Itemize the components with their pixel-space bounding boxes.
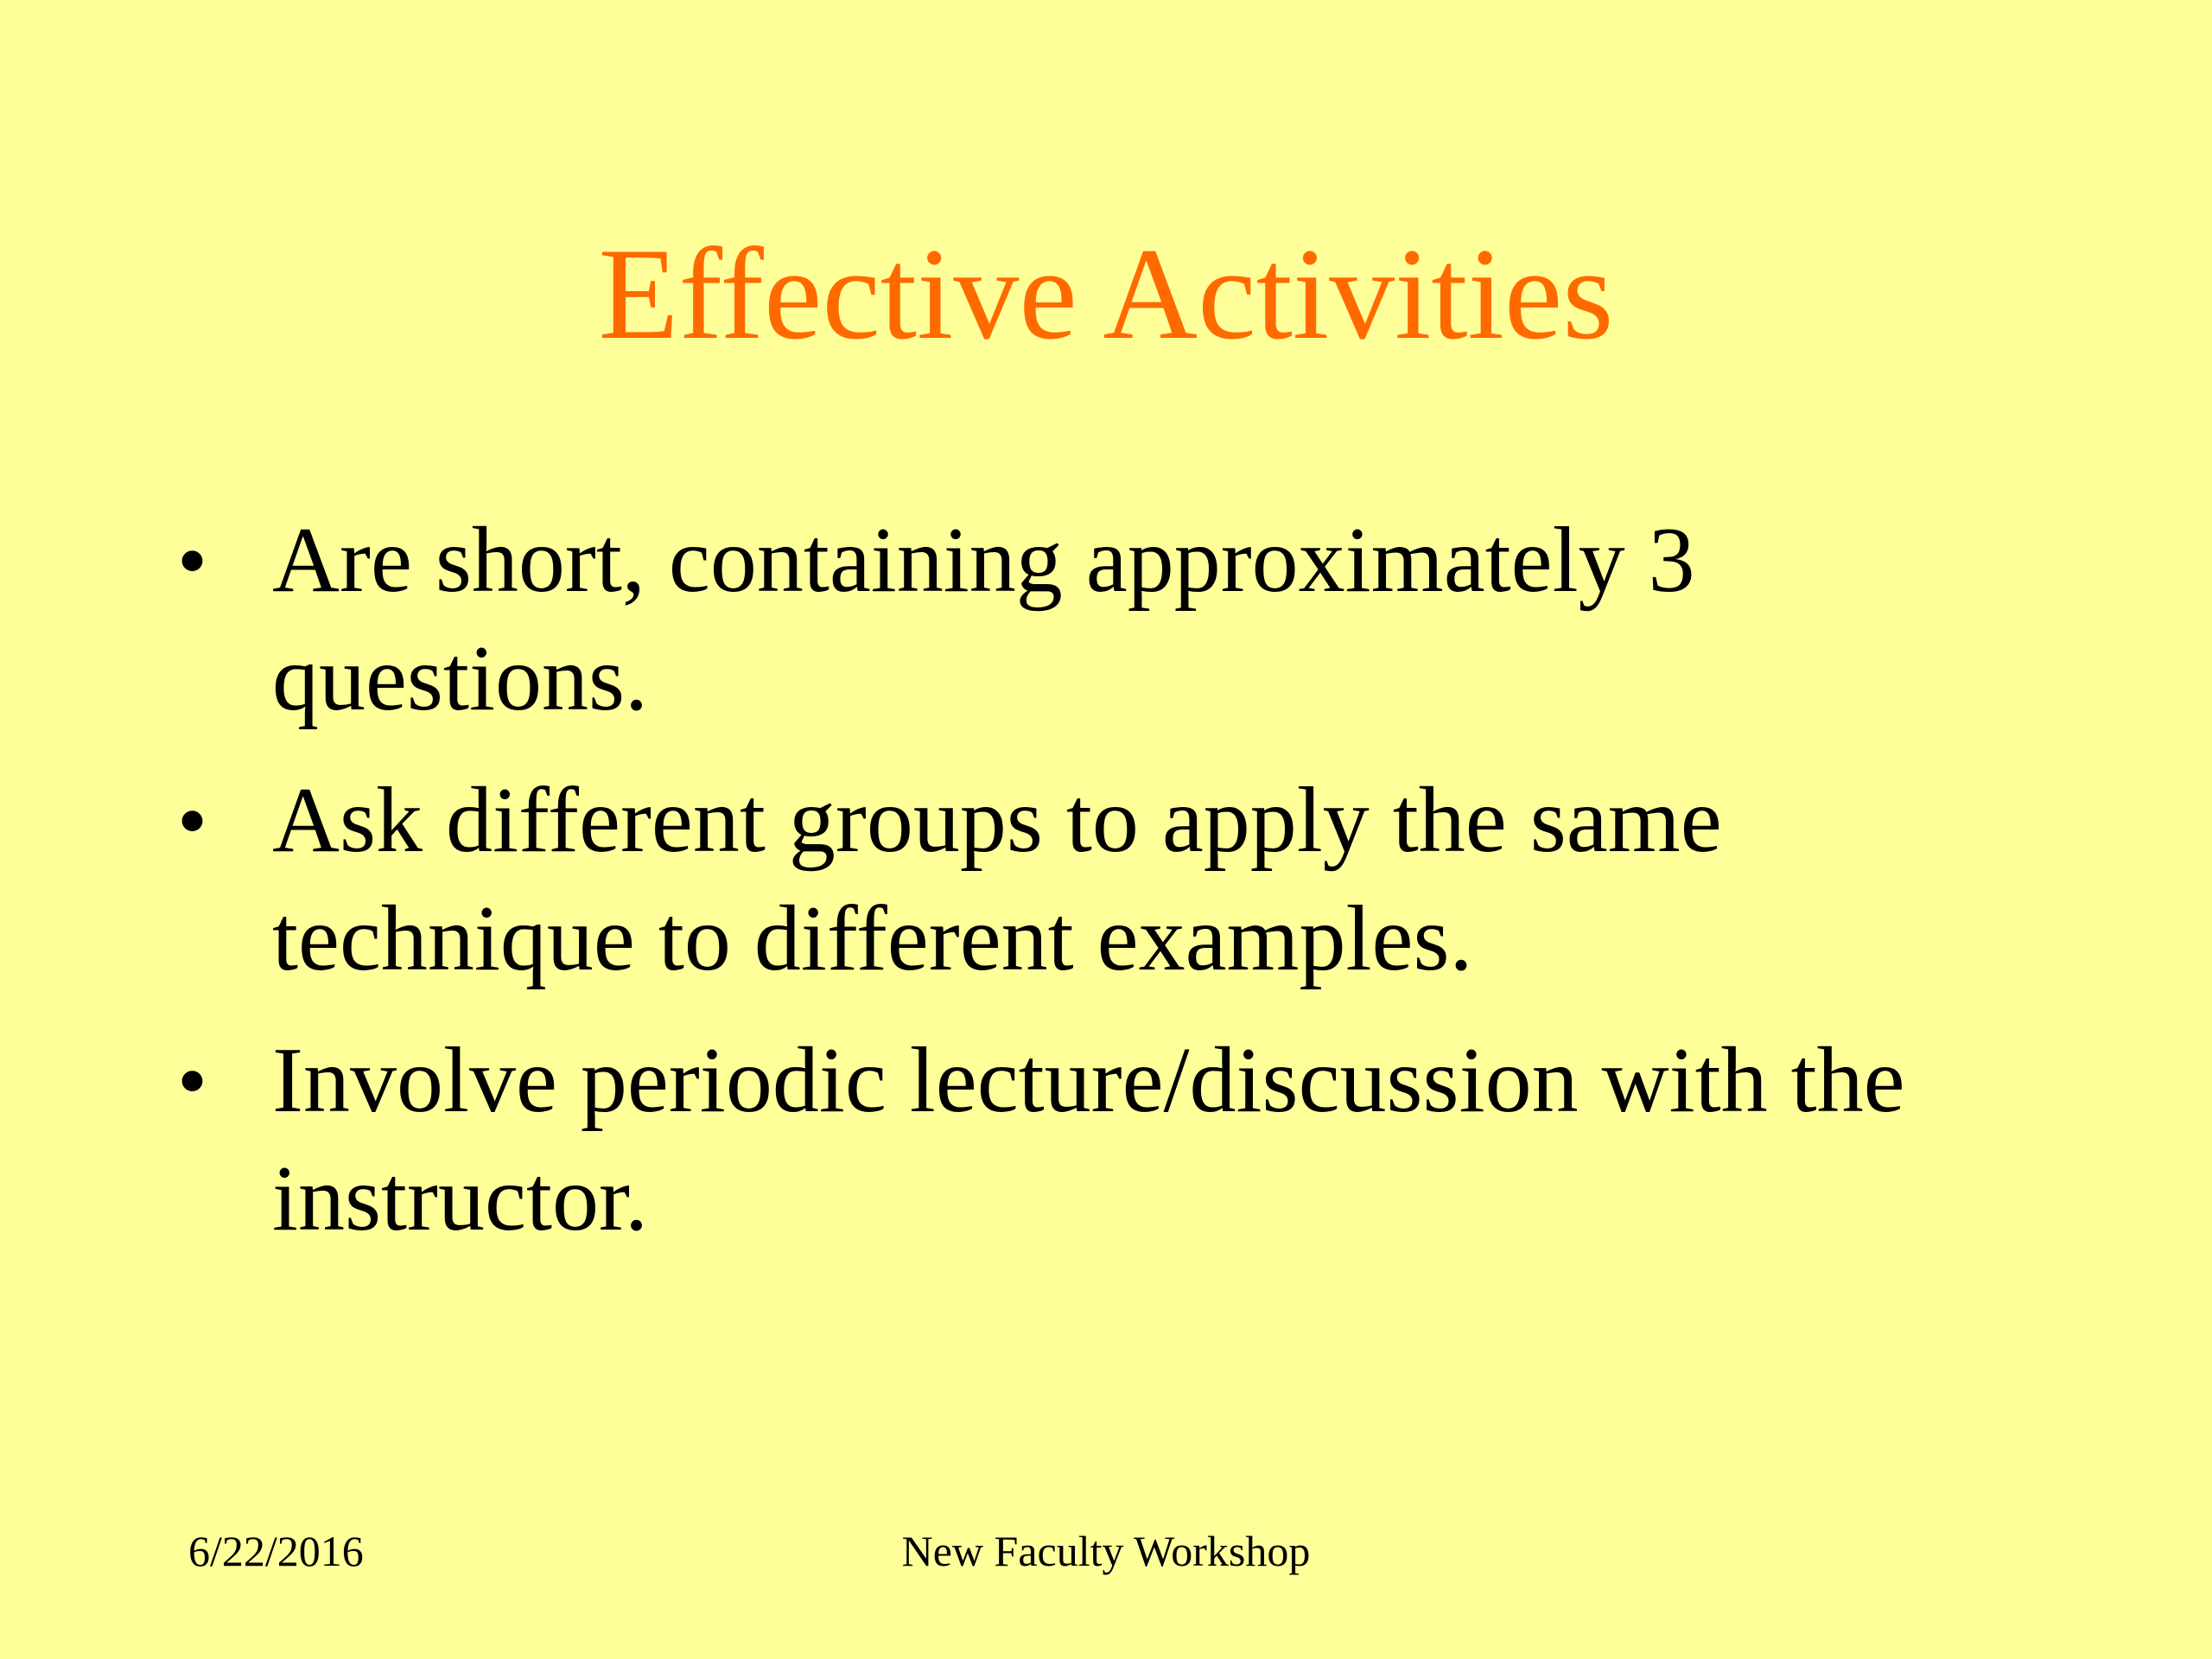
bullet-text: Are short, containing approximately 3 questions. [272, 509, 1695, 730]
bullet-text: Involve periodic lecture/discussion with the instructor. [272, 1029, 1905, 1250]
bullet-icon: • [177, 512, 208, 608]
slide-title: Effective Activities [598, 221, 1614, 366]
bullet-item [177, 1021, 2026, 1258]
bullet-icon: • [177, 1033, 208, 1128]
bullet-item [177, 761, 2026, 998]
footer-title: New Faculty Workshop [901, 1527, 1311, 1575]
bullet-icon: • [177, 772, 208, 868]
bullet-item [177, 501, 2026, 738]
footer-date: 6/22/2016 [188, 1527, 364, 1575]
bullet-list [177, 501, 2078, 1281]
bullet-text: Ask different groups to apply the same technique to different examples. [272, 769, 1722, 990]
